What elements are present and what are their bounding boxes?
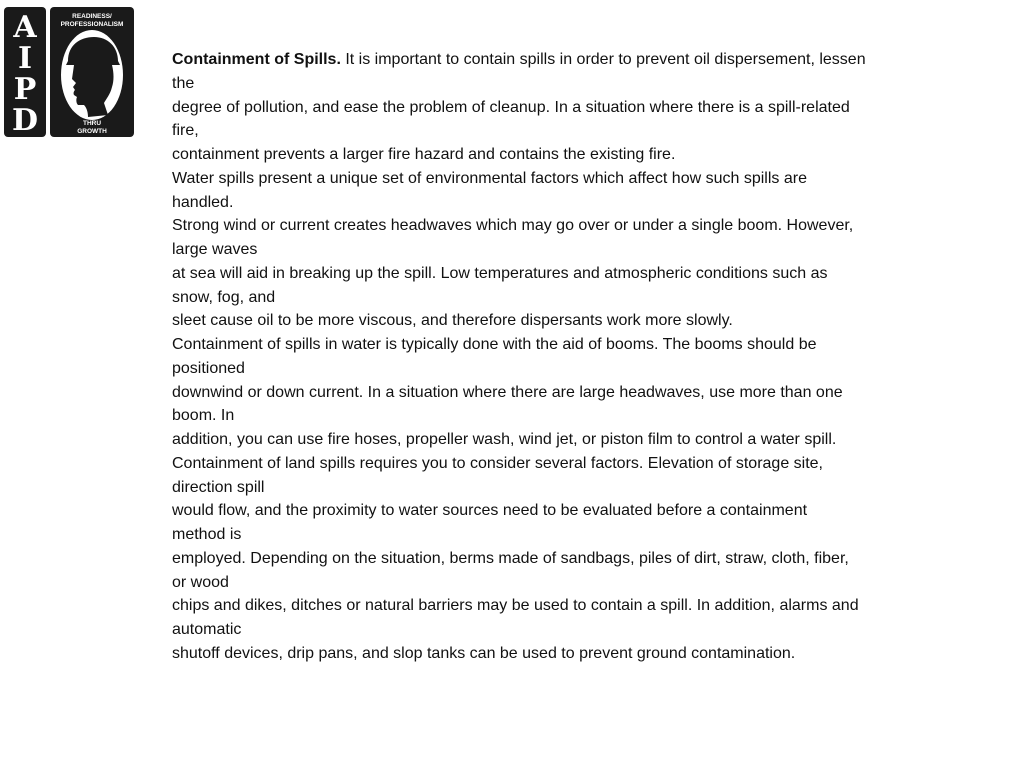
body-line: shutoff devices, drip pans, and slop tanks can be used to prevent ground contamination. — [172, 644, 796, 662]
body-line: downwind or down current. In a situation where there are large headwaves, use more than one — [172, 383, 843, 401]
body-line: snow, fog, and — [172, 288, 276, 306]
body-line: sleet cause oil to be more viscous, and therefore dispersants work more slowly. — [172, 312, 733, 330]
body-lines — [172, 72, 972, 666]
body-line: positioned — [172, 359, 245, 377]
logo-letter-i: I — [17, 41, 33, 76]
body-line: automatic — [172, 621, 242, 638]
body-line: chips and dikes, ditches or natural barriers may be used to contain a spill. In addition, alarms and — [172, 597, 859, 615]
body-line: would flow, and the proximity to water sources need to be evaluated before a containment — [172, 502, 808, 520]
body-line: Containment of spills in water is typically done with the aid of booms. The booms should be — [172, 336, 817, 353]
body-line: addition, you can use fire hoses, propeller wash, wind jet, or piston film to control a water spill. — [172, 431, 837, 448]
body-line: containment prevents a larger fire hazard and contains the existing fire. — [172, 146, 676, 163]
logo-top-text-2: PROFESSIONALISM — [60, 21, 124, 28]
body-line: or wood — [172, 573, 229, 591]
body-line: Water spills present a unique set of environmental factors which affect how such spills are — [172, 169, 807, 187]
body-line: employed. Depending on the situation, berms made of sandbags, piles of dirt, straw, cloth, fiber, — [172, 549, 849, 567]
body-line: large waves — [172, 241, 258, 258]
body-line: direction spill — [172, 478, 265, 496]
body-line: Strong wind or current creates headwaves which may go over or under a single boom. However, — [172, 217, 854, 235]
logo-letter-p: P — [13, 72, 37, 107]
aipd-logo — [4, 7, 134, 137]
logo-top-text-1: READINESS/ — [72, 13, 112, 20]
document-body — [172, 48, 972, 666]
body-line: handled. — [172, 193, 234, 211]
body-line: at sea will aid in breaking up the spill. Low temperatures and atmospheric conditions such as — [172, 264, 828, 282]
logo-bottom-text-2: GROWTH — [77, 128, 107, 135]
body-line: Containment of land spills requires you to consider several factors. Elevation of storage site, — [172, 454, 823, 472]
first-line — [172, 48, 972, 72]
logo-letter-a: A — [13, 10, 37, 45]
first-line-text: It is important to contain spills in order to prevent oil dispersement, lessen — [340, 51, 866, 68]
body-line: degree of pollution, and ease the problem of cleanup. In a situation where there is a spill-related — [172, 98, 850, 116]
logo-bottom-text-1: THRU — [82, 120, 102, 127]
logo-letter-d: D — [11, 103, 39, 137]
body-line: method is — [172, 526, 242, 543]
section-heading: Containment of Spills. — [172, 51, 341, 68]
body-line: the — [172, 74, 195, 92]
body-line: fire, — [172, 122, 199, 140]
aipd-logo-graphic — [4, 7, 134, 137]
body-line: boom. In — [172, 407, 235, 425]
